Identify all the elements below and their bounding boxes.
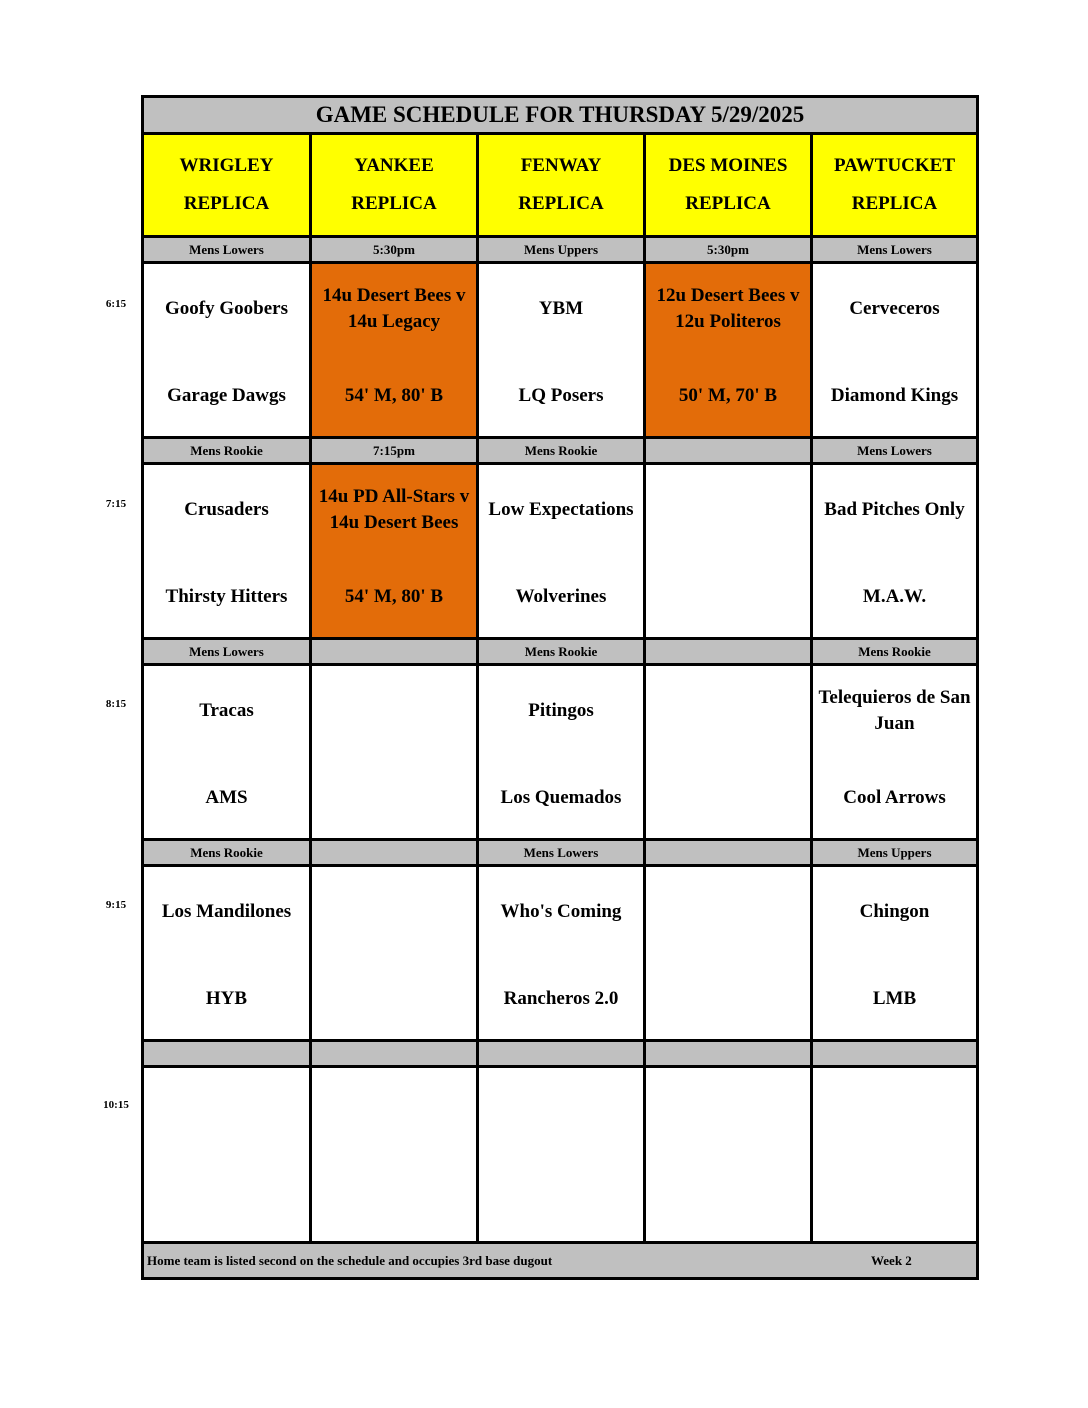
home-team: Diamond Kings bbox=[830, 385, 959, 406]
division-label-row bbox=[144, 1042, 976, 1068]
time-label: 8:15 bbox=[105, 698, 127, 710]
home-team bbox=[312, 1174, 476, 1226]
away-team: Tracas bbox=[199, 700, 254, 721]
field-name: DES MOINES bbox=[668, 155, 788, 176]
home-team: Wolverines bbox=[515, 586, 607, 607]
game-cell bbox=[646, 666, 810, 838]
home-team: Cool Arrows bbox=[843, 787, 946, 808]
home-team: AMS bbox=[205, 787, 248, 808]
home-team: Los Quemados bbox=[500, 787, 622, 808]
game-cell bbox=[646, 867, 810, 1039]
division-label bbox=[646, 439, 810, 462]
game-cell bbox=[144, 465, 309, 637]
division-label: 7:15pm bbox=[312, 439, 476, 462]
game-cell bbox=[479, 1068, 643, 1241]
division-label: Mens Uppers bbox=[813, 841, 976, 864]
division-label bbox=[646, 1042, 810, 1065]
division-label bbox=[479, 1042, 643, 1065]
game-cell bbox=[646, 465, 810, 637]
away-team: Cerveceros bbox=[849, 298, 940, 319]
away-team: Crusaders bbox=[184, 499, 269, 520]
home-team: 54' M, 80' B bbox=[344, 385, 444, 406]
field-name: PAWTUCKET bbox=[833, 155, 956, 176]
away-team: 12u Desert Bees v 12u Politeros bbox=[656, 285, 800, 332]
field-header bbox=[646, 135, 810, 235]
away-team bbox=[813, 1087, 976, 1139]
field-header-row bbox=[144, 135, 976, 238]
division-label: Mens Rookie bbox=[144, 439, 309, 462]
away-team: Telequieros de San Juan bbox=[818, 687, 971, 734]
division-label: Mens Lowers bbox=[813, 238, 976, 261]
home-team bbox=[813, 1174, 976, 1226]
field-header bbox=[144, 135, 309, 235]
away-team bbox=[312, 886, 476, 938]
field-header bbox=[312, 135, 476, 235]
game-cell bbox=[646, 264, 810, 436]
game-cell bbox=[144, 666, 309, 838]
field-name: WRIGLEY bbox=[179, 155, 274, 176]
division-label-row bbox=[144, 640, 976, 666]
away-team: Who's Coming bbox=[500, 901, 622, 922]
game-cell bbox=[144, 264, 309, 436]
game-row bbox=[144, 465, 976, 640]
game-row bbox=[144, 867, 976, 1042]
away-team: Pitingos bbox=[528, 700, 594, 721]
game-cell bbox=[144, 867, 309, 1039]
week-label: Week 2 bbox=[871, 1253, 912, 1268]
game-cell bbox=[312, 1068, 476, 1241]
division-label: Mens Rookie bbox=[813, 640, 976, 663]
division-label: 5:30pm bbox=[646, 238, 810, 261]
division-label-row bbox=[144, 238, 976, 264]
home-team bbox=[646, 772, 810, 824]
game-cell bbox=[312, 867, 476, 1039]
away-team: Los Mandilones bbox=[161, 901, 292, 922]
field-header bbox=[813, 135, 976, 235]
home-team: Thirsty Hitters bbox=[165, 586, 288, 607]
game-cell bbox=[813, 264, 976, 436]
away-team: Bad Pitches Only bbox=[824, 499, 965, 520]
division-label: Mens Rookie bbox=[479, 439, 643, 462]
game-cell bbox=[813, 1068, 976, 1241]
time-label: 10:15 bbox=[103, 1099, 129, 1111]
away-team bbox=[646, 1087, 810, 1139]
away-team: Chingon bbox=[859, 901, 930, 922]
away-team: Low Expectations bbox=[488, 499, 634, 520]
home-team: 50' M, 70' B bbox=[678, 385, 778, 406]
home-team: HYB bbox=[205, 988, 248, 1009]
division-label bbox=[646, 841, 810, 864]
away-team bbox=[144, 1087, 309, 1139]
game-cell bbox=[312, 264, 476, 436]
field-subtitle: REPLICA bbox=[685, 193, 771, 214]
field-subtitle: REPLICA bbox=[351, 193, 437, 214]
home-team-note: Home team is listed second on the schedule and occupies 3rd base dugout bbox=[147, 1253, 553, 1268]
division-label: Mens Lowers bbox=[479, 841, 643, 864]
home-team bbox=[312, 772, 476, 824]
schedule-table bbox=[141, 95, 979, 1280]
division-label bbox=[312, 640, 476, 663]
home-team: 54' M, 80' B bbox=[344, 586, 444, 607]
away-team bbox=[312, 1087, 476, 1139]
game-cell bbox=[479, 465, 643, 637]
home-team: LQ Posers bbox=[518, 385, 604, 406]
division-label-row bbox=[144, 439, 976, 465]
footer-bar bbox=[144, 1244, 976, 1277]
division-label: Mens Lowers bbox=[144, 238, 309, 261]
away-team bbox=[646, 685, 810, 737]
away-team bbox=[479, 1087, 643, 1139]
home-team bbox=[312, 973, 476, 1025]
field-subtitle: REPLICA bbox=[183, 193, 270, 214]
division-label-row bbox=[144, 841, 976, 867]
division-label bbox=[312, 1042, 476, 1065]
time-label: 9:15 bbox=[105, 899, 127, 911]
game-row bbox=[144, 264, 976, 439]
game-cell bbox=[813, 465, 976, 637]
division-label: Mens Lowers bbox=[813, 439, 976, 462]
away-team: 14u Desert Bees v 14u Legacy bbox=[322, 285, 466, 332]
home-team bbox=[144, 1174, 309, 1226]
home-team bbox=[646, 571, 810, 623]
home-team: M.A.W. bbox=[862, 586, 927, 607]
home-team bbox=[479, 1174, 643, 1226]
division-label: Mens Uppers bbox=[479, 238, 643, 261]
division-label: Mens Lowers bbox=[144, 640, 309, 663]
division-label: Mens Rookie bbox=[479, 640, 643, 663]
game-cell bbox=[479, 867, 643, 1039]
game-cell bbox=[312, 666, 476, 838]
field-subtitle: REPLICA bbox=[518, 193, 604, 214]
away-team bbox=[646, 886, 810, 938]
division-label bbox=[144, 1042, 309, 1065]
home-team: Garage Dawgs bbox=[167, 385, 286, 406]
division-label: 5:30pm bbox=[312, 238, 476, 261]
away-team: Goofy Goobers bbox=[165, 298, 288, 319]
game-cell bbox=[646, 1068, 810, 1241]
home-team bbox=[646, 1174, 810, 1226]
field-name: FENWAY bbox=[520, 155, 602, 176]
division-label bbox=[813, 1042, 976, 1065]
schedule-title: GAME SCHEDULE FOR THURSDAY 5/29/2025 bbox=[144, 98, 976, 135]
field-subtitle: REPLICA bbox=[851, 193, 938, 214]
away-team: 14u PD All-Stars v 14u Desert Bees bbox=[318, 486, 470, 533]
game-cell bbox=[813, 666, 976, 838]
home-team bbox=[646, 973, 810, 1025]
game-row bbox=[144, 1068, 976, 1244]
time-label: 6:15 bbox=[105, 298, 127, 310]
away-team bbox=[646, 484, 810, 536]
home-team: LMB bbox=[872, 988, 917, 1009]
game-cell bbox=[479, 264, 643, 436]
game-cell bbox=[312, 465, 476, 637]
division-label: Mens Rookie bbox=[144, 841, 309, 864]
game-cell bbox=[813, 867, 976, 1039]
division-label bbox=[646, 640, 810, 663]
away-team: YBM bbox=[538, 298, 584, 319]
game-row bbox=[144, 666, 976, 841]
game-cell bbox=[144, 1068, 309, 1241]
home-team: Rancheros 2.0 bbox=[503, 988, 619, 1009]
division-label bbox=[312, 841, 476, 864]
field-header bbox=[479, 135, 643, 235]
field-name: YANKEE bbox=[354, 155, 434, 176]
time-label: 7:15 bbox=[105, 498, 127, 510]
game-cell bbox=[479, 666, 643, 838]
away-team bbox=[312, 685, 476, 737]
